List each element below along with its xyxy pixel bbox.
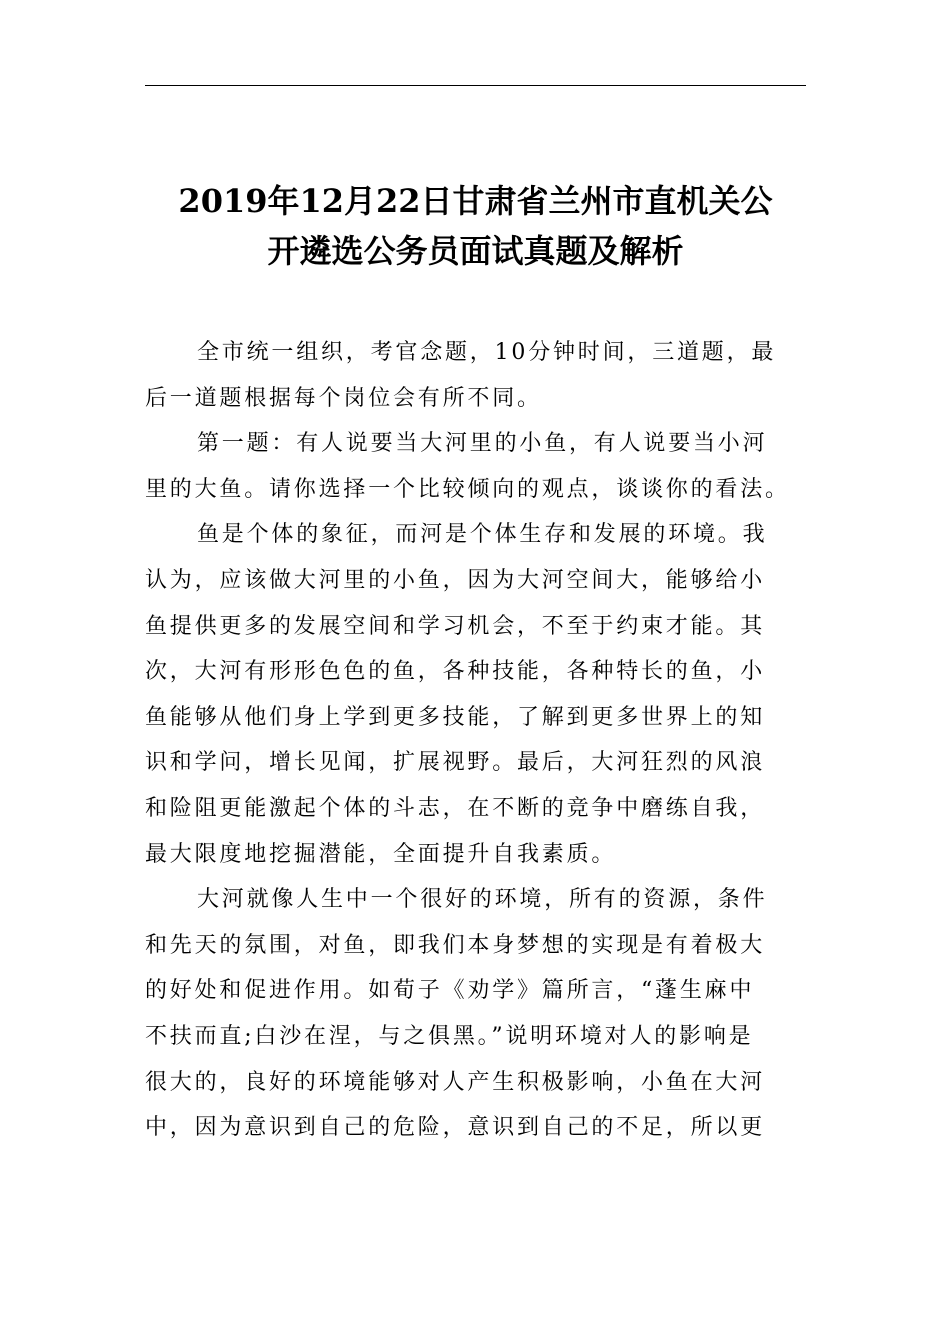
- paragraph-intro: [145, 330, 806, 421]
- text-line: 里的大鱼。请你选择一个比较倾向的观点，谈谈你的看法。: [145, 476, 790, 502]
- text-line: 识和学问，增长见闻，扩展视野。最后，大河狂烈的风浪: [145, 750, 766, 776]
- text-line: 次，大河有形形色色的鱼，各种技能，各种特长的鱼，小: [145, 659, 766, 685]
- document-body: [145, 330, 806, 1151]
- paragraph-question-1: [145, 421, 806, 512]
- text-line: 全市统一组织，考官念题，10分钟时间，三道题，最: [197, 340, 777, 365]
- text-line: 认为，应该做大河里的小鱼，因为大河空间大，能够给小: [145, 567, 766, 593]
- text-line: 第一题：有人说要当大河里的小鱼，有人说要当小河: [197, 431, 768, 457]
- document-title: [145, 176, 806, 276]
- text-line: 很大的，良好的环境能够对人产生积极影响，小鱼在大河: [145, 1069, 766, 1095]
- text-line: 大河就像人生中一个很好的环境，所有的资源，条件: [197, 887, 768, 913]
- paragraph-answer-2: [145, 877, 806, 1151]
- text-line: 不扶而直;白沙在涅，与之俱黑。”说明环境对人的影响是: [145, 1023, 754, 1049]
- text-line: 鱼是个体的象征，而河是个体生存和发展的环境。我: [197, 522, 768, 548]
- title-line-1: 2019年12月22日甘肃省兰州市直机关公: [178, 182, 773, 220]
- text-line: 的好处和促进作用。如荀子《劝学》篇所言，“蓬生麻中: [145, 978, 755, 1004]
- paragraph-answer-1: [145, 512, 806, 877]
- title-line-2: 开遴选公务员面试真题及解析: [267, 232, 684, 270]
- header-rule: [145, 85, 806, 86]
- text-line: 鱼能够从他们身上学到更多技能，了解到更多世界上的知: [145, 704, 766, 730]
- text-line: 和险阻更能激起个体的斗志，在不断的竞争中磨练自我，: [145, 795, 766, 821]
- text-line: 最大限度地挖掘潜能，全面提升自我素质。: [145, 841, 617, 867]
- text-line: 中，因为意识到自己的危险，意识到自己的不足，所以更: [145, 1115, 766, 1141]
- text-line: 和先天的氛围，对鱼，即我们本身梦想的实现是有着极大: [145, 932, 766, 958]
- text-line: 鱼提供更多的发展空间和学习机会，不至于约束才能。其: [145, 613, 766, 639]
- text-line: 后一道题根据每个岗位会有所不同。: [145, 385, 542, 411]
